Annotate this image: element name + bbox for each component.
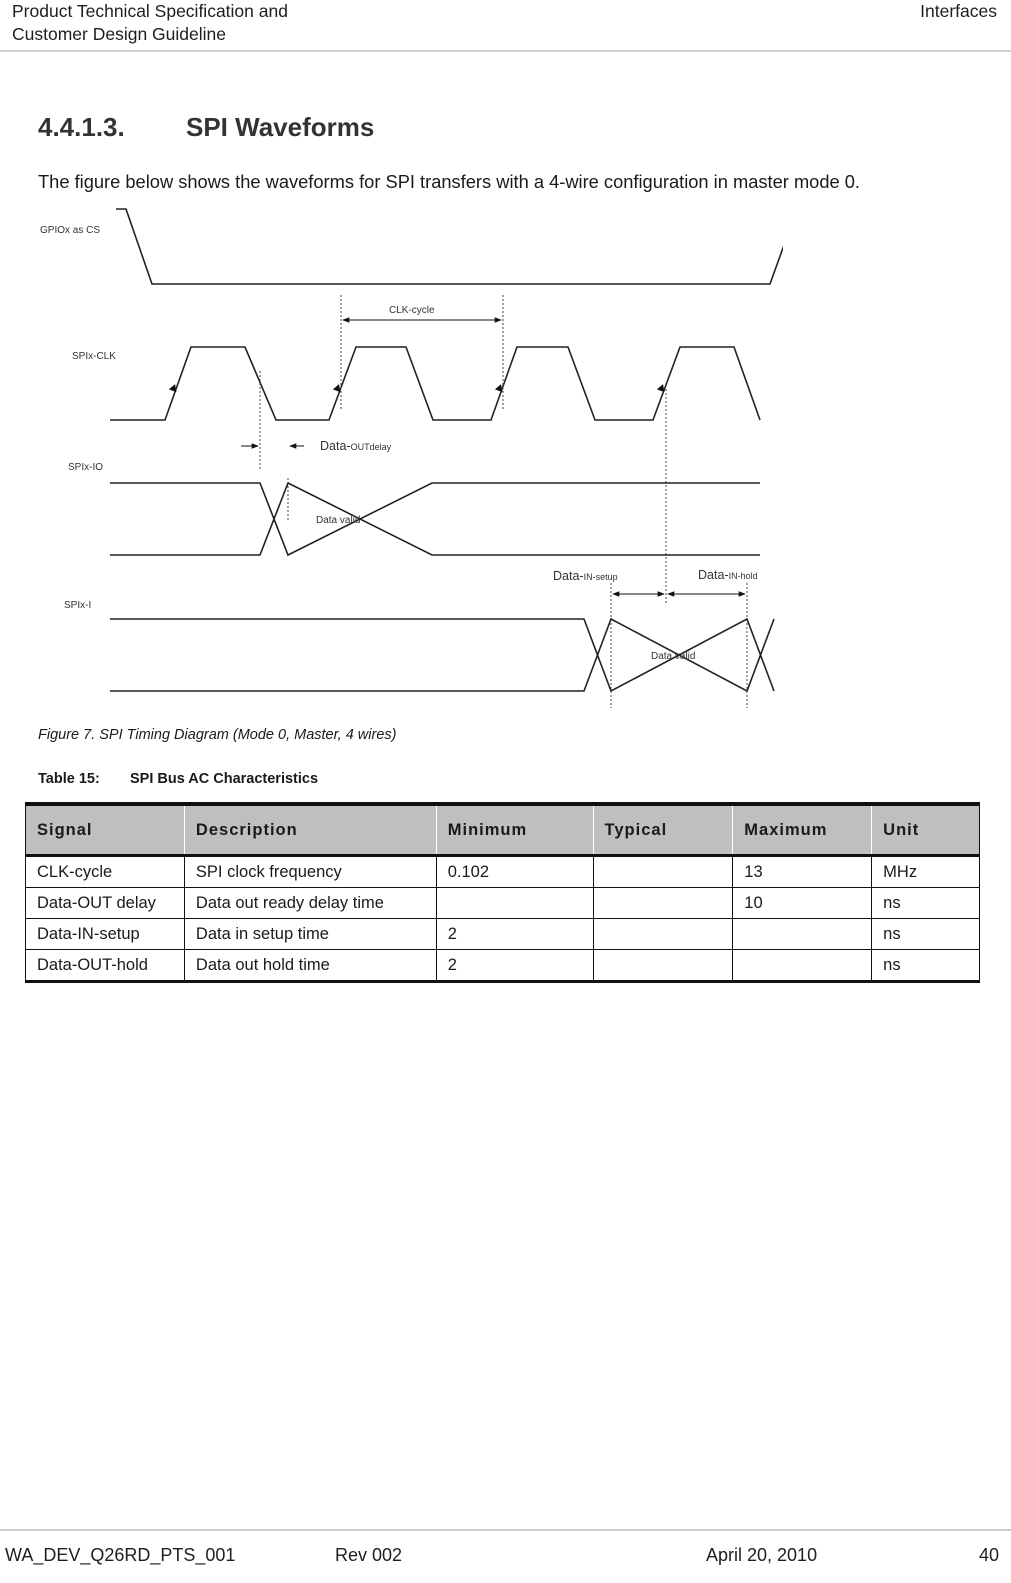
cell-unit: ns: [872, 919, 980, 950]
cell-typical: [593, 919, 733, 950]
out-delay-label-main: Data-: [320, 439, 351, 453]
clk-cycle-label: CLK-cycle: [389, 305, 435, 316]
in-hold-label: [698, 568, 758, 582]
col-header-signal: Signal: [26, 804, 185, 856]
header-title-line2: Customer Design Guideline: [12, 24, 226, 44]
spi-characteristics-table: [25, 802, 980, 983]
header-title-line1: Product Technical Specification and: [12, 1, 288, 21]
spi-timing-diagram: [38, 203, 783, 708]
cell-signal: Data-OUT delay: [26, 888, 185, 919]
in-hold-label-main: Data-: [698, 568, 729, 582]
cell-signal: Data-IN-setup: [26, 919, 185, 950]
in-setup-label-main: Data-: [553, 569, 584, 583]
cell-minimum: [436, 888, 593, 919]
cs-waveform: [116, 209, 783, 284]
in-hold-label-sub: IN-hold: [728, 571, 758, 581]
io-data-valid: Data valid: [316, 515, 361, 526]
footer-divider: [0, 1529, 1011, 1531]
signal-label-i: SPIx-I: [64, 600, 92, 611]
cell-minimum: 2: [436, 919, 593, 950]
cell-minimum: 2: [436, 950, 593, 982]
table-row: [26, 950, 980, 982]
cell-typical: [593, 888, 733, 919]
section-intro: The figure below shows the waveforms for SPI transfers with a 4-wire configuration in master mode 0.: [38, 171, 860, 192]
table-name: SPI Bus AC Characteristics: [130, 771, 319, 787]
section-title: SPI Waveforms: [186, 112, 375, 142]
i-data-valid: Data valid: [651, 651, 696, 662]
cell-maximum: [733, 950, 872, 982]
signal-label-clk: SPIx-CLK: [72, 351, 116, 362]
table-title: [38, 771, 318, 787]
cell-typical: [593, 950, 733, 982]
footer-page-number: 40: [978, 1545, 999, 1565]
table-row: [26, 888, 980, 919]
out-delay-label-sub: OUTdelay: [350, 442, 392, 452]
table-row: [26, 856, 980, 888]
table-header-row: [26, 804, 980, 856]
cell-minimum: 0.102: [436, 856, 593, 888]
footer-date: April 20, 2010: [706, 1545, 818, 1565]
cell-description: SPI clock frequency: [184, 856, 436, 888]
footer-doc-id: WA_DEV_Q26RD_PTS_001: [5, 1545, 236, 1565]
table-number: Table 15:: [38, 771, 100, 787]
signal-label-io: SPIx-IO: [68, 462, 104, 473]
in-setup-label-sub: IN-setup: [583, 572, 618, 582]
col-header-minimum: Minimum: [436, 804, 593, 856]
table-row: [26, 919, 980, 950]
cell-maximum: 10: [733, 888, 872, 919]
figure-caption: Figure 7. SPI Timing Diagram (Mode 0, Master, 4 wires): [38, 727, 397, 743]
cell-maximum: [733, 919, 872, 950]
io-bus-bottom: [110, 483, 760, 555]
cell-description: Data in setup time: [184, 919, 436, 950]
cell-signal: Data-OUT-hold: [26, 950, 185, 982]
cell-description: Data out ready delay time: [184, 888, 436, 919]
section-number: 4.4.1.3.: [38, 112, 125, 142]
io-bus-top: [110, 483, 760, 555]
cell-signal: CLK-cycle: [26, 856, 185, 888]
footer-revision: Rev 002: [335, 1545, 403, 1565]
cell-unit: MHz: [872, 856, 980, 888]
header-title: [12, 0, 288, 46]
col-header-typical: Typical: [593, 804, 733, 856]
cell-unit: ns: [872, 950, 980, 982]
clk-waveform: [110, 347, 760, 420]
header-section: Interfaces: [920, 1, 997, 21]
cell-unit: ns: [872, 888, 980, 919]
cell-typical: [593, 856, 733, 888]
signal-label-cs: GPIOx as CS: [40, 225, 101, 236]
in-setup-label: [553, 569, 618, 583]
col-header-description: Description: [184, 804, 436, 856]
cell-description: Data out hold time: [184, 950, 436, 982]
col-header-maximum: Maximum: [733, 804, 872, 856]
header-divider: [0, 50, 1011, 52]
out-delay-label: [320, 439, 392, 453]
cell-maximum: 13: [733, 856, 872, 888]
section-heading: [38, 112, 374, 143]
col-header-unit: Unit: [872, 804, 980, 856]
